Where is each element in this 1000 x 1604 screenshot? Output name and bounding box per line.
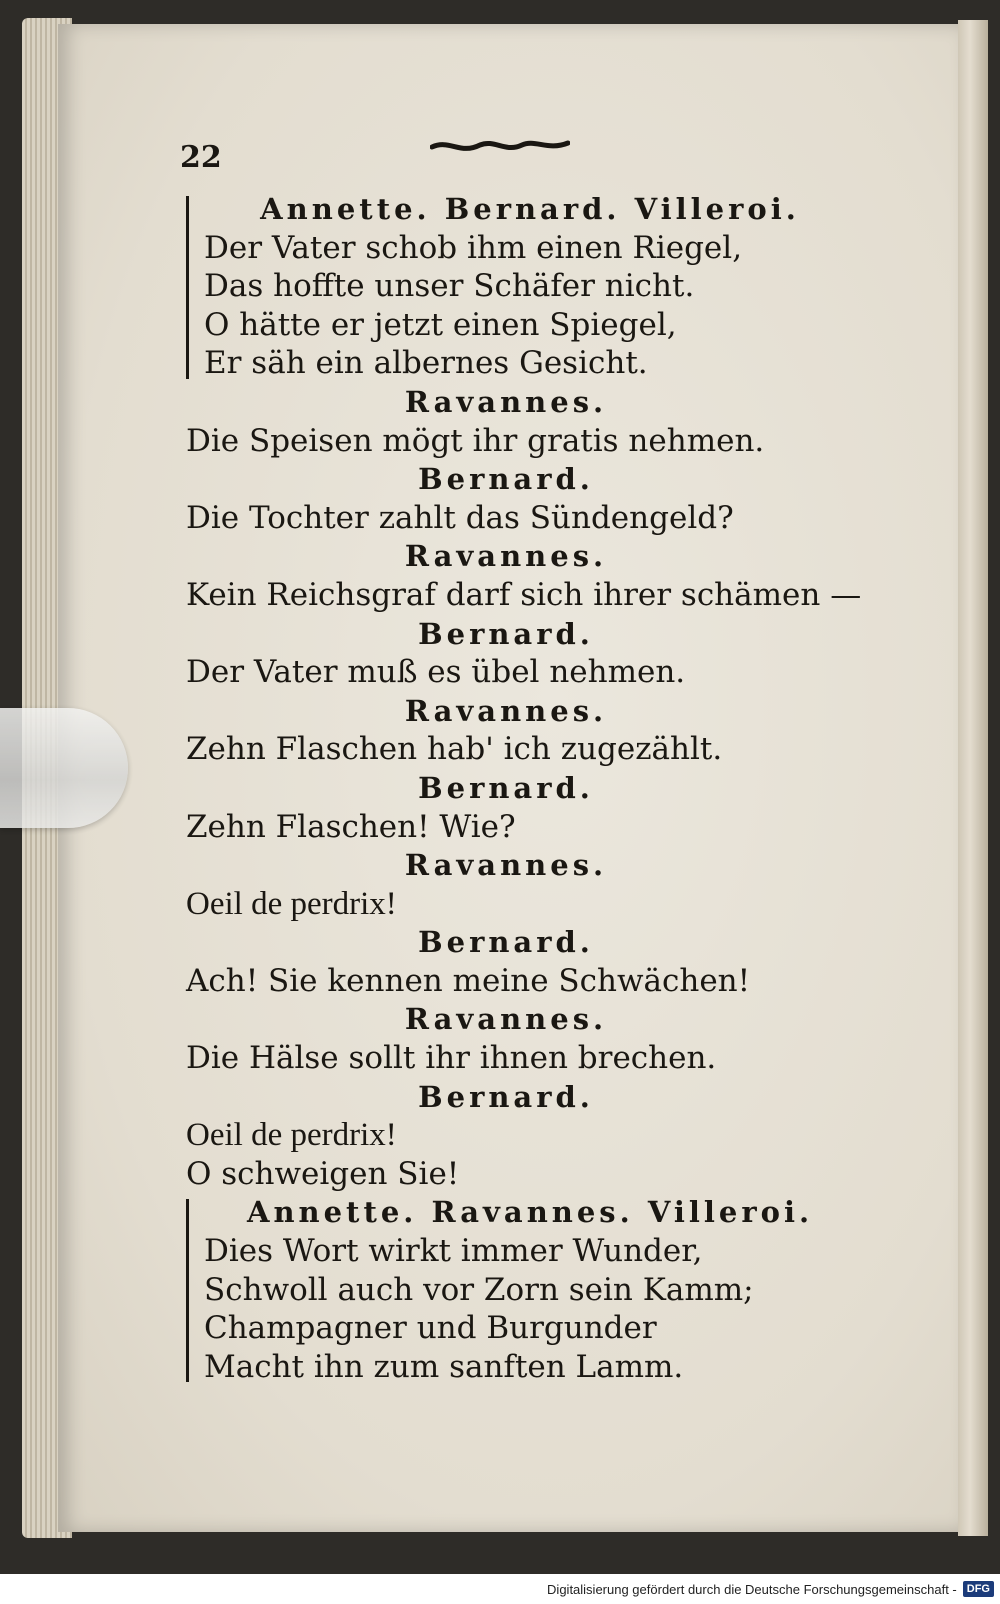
footer-credit: Digitalisierung gefördert durch die Deutsche Forschungsgemeinschaft - — [547, 1581, 957, 1597]
verse-line: Champagner und Burgunder — [204, 1310, 657, 1347]
speaker-heading: Bernard. — [418, 462, 594, 497]
chorus-block-2 — [186, 1193, 826, 1386]
chorus-block-1 — [186, 190, 826, 383]
speaker-heading: Bernard. — [418, 616, 594, 651]
speaker-heading: Ravannes. — [404, 384, 608, 419]
speaker-heading: Bernard. — [418, 1079, 594, 1114]
verse-line: Der Vater schob ihm einen Riegel, — [204, 229, 743, 266]
verse-line: Oeil de perdrix! — [186, 885, 397, 922]
speaker-heading: Annette. Bernard. Villeroi. — [260, 192, 800, 226]
verse-line: Dies Wort wirkt immer Wunder, — [204, 1233, 703, 1270]
verse-line: Kein Reichsgraf darf sich ihrer schämen — — [186, 576, 862, 613]
digitization-footer — [0, 1574, 1000, 1604]
verse-line: Die Hälse sollt ihr ihnen brechen. — [186, 1040, 717, 1077]
verse-line: Das hoffte unser Schäfer nicht. — [204, 268, 695, 305]
speaker-heading: Ravannes. — [404, 848, 608, 883]
dfg-logo: DFG — [963, 1581, 994, 1597]
speaker-heading: Annette. Ravannes. Villeroi. — [246, 1195, 814, 1230]
ornament-rule — [430, 135, 570, 159]
verse-line: Zehn Flaschen hab' ich zugezählt. — [186, 731, 723, 768]
verse-line: Zehn Flaschen! Wie? — [186, 808, 516, 845]
verse-line: Die Tochter zahlt das Sündengeld? — [186, 499, 734, 536]
verse-line: Der Vater muß es übel nehmen. — [186, 654, 686, 691]
page-number: 22 — [180, 140, 222, 175]
speaker-heading: Ravannes. — [404, 1002, 608, 1037]
facing-page-edge — [958, 20, 988, 1536]
verse-line: Die Speisen mögt ihr gratis nehmen. — [186, 422, 765, 459]
verse-line: O schweigen Sie! — [186, 1155, 460, 1192]
verse-line: Oeil de perdrix! — [186, 1117, 397, 1154]
play-text — [186, 190, 862, 1386]
speaker-heading: Ravannes. — [404, 539, 608, 574]
verse-line: Ach! Sie kennen meine Schwächen! — [186, 962, 751, 999]
speaker-heading: Bernard. — [418, 770, 594, 805]
verse-line: Schwoll auch vor Zorn sein Kamm; — [204, 1271, 754, 1308]
verse-line: O hätte er jetzt einen Spiegel, — [204, 306, 677, 343]
speaker-heading: Bernard. — [418, 925, 594, 960]
page-clip — [0, 708, 128, 828]
verse-line: Macht ihn zum sanften Lamm. — [204, 1348, 684, 1385]
verse-line: Er säh ein albernes Gesicht. — [204, 345, 648, 382]
speaker-heading: Ravannes. — [404, 693, 608, 728]
